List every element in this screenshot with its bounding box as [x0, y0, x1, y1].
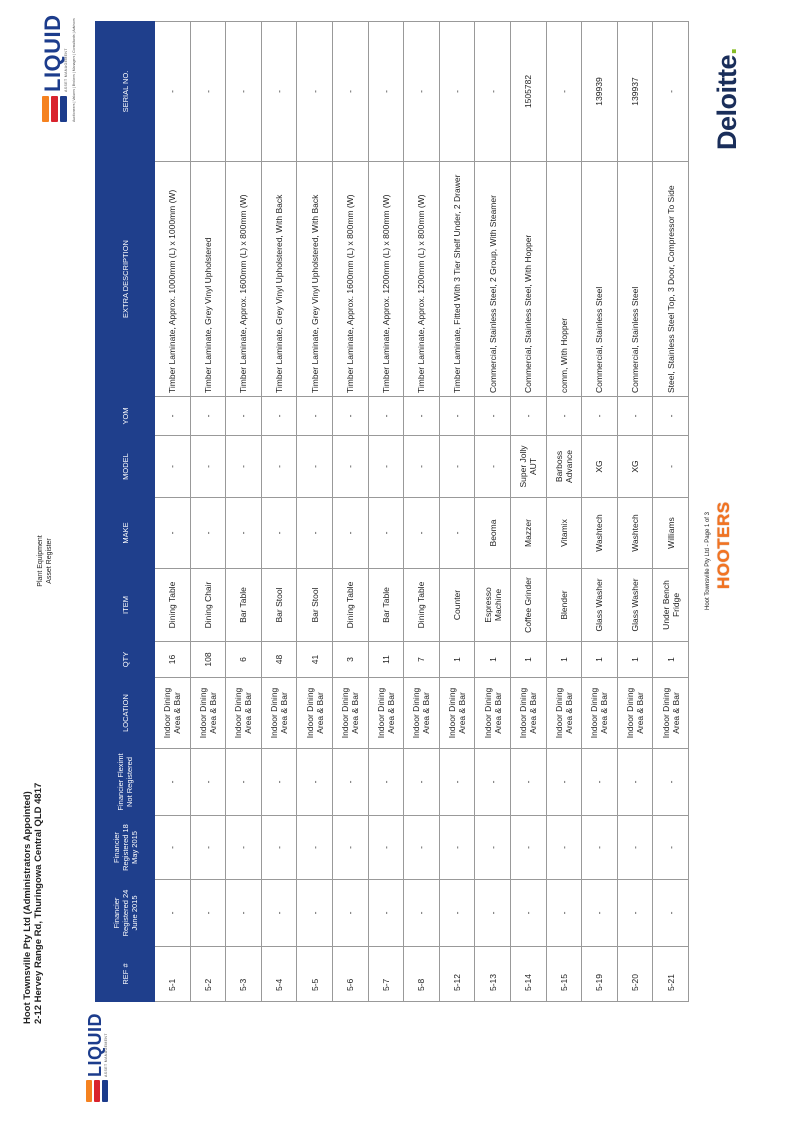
cell-desc: Timber Laminate, Grey Vinyl Upholstered, With Back	[261, 162, 297, 397]
cell-qty: 48	[261, 642, 297, 678]
liquid-logo-top	[40, 14, 76, 122]
cell-model: -	[226, 436, 262, 498]
cell-desc: Commercial, Stainless Steel, With Hopper	[510, 162, 546, 397]
cell-desc: Timber Laminate, Approx. 1600mm (L) x 800mm (W)	[332, 162, 368, 397]
cell-fin-18: -	[475, 816, 511, 880]
cell-item: Bar Stool	[261, 569, 297, 642]
liquid-subtitle: ASSET MANAGEMENT	[104, 1033, 108, 1077]
cell-desc: Timber Laminate, Approx. 1600mm (L) x 800mm (W)	[226, 162, 262, 397]
cell-fin-not: -	[404, 749, 440, 816]
cell-model: -	[261, 436, 297, 498]
liquid-logo-icon	[42, 96, 68, 122]
cell-yom: -	[332, 397, 368, 436]
cell-item: Glass Washer	[617, 569, 653, 642]
cell-fin-24: -	[261, 880, 297, 947]
cell-make: -	[439, 498, 475, 569]
cell-ref: 5-5	[297, 947, 333, 1002]
cell-model: -	[297, 436, 333, 498]
table-row	[297, 22, 333, 1002]
cell-item: Bar Stool	[297, 569, 333, 642]
cell-serial: -	[404, 22, 440, 162]
table-row	[226, 22, 262, 1002]
cell-item: Coffee Grinder	[510, 569, 546, 642]
cell-desc: Timber Laminate, Approx. 1000mm (L) x 1000mm (W)	[155, 162, 191, 397]
cell-desc: comm, With Hopper	[546, 162, 582, 397]
cell-item: Dining Table	[155, 569, 191, 642]
cell-make: Williams	[653, 498, 689, 569]
cell-fin-18: -	[332, 816, 368, 880]
table-row	[546, 22, 582, 1002]
table-row	[332, 22, 368, 1002]
cell-fin-not: -	[226, 749, 262, 816]
deloitte-wordmark: Deloitte	[712, 54, 742, 150]
cell-desc: Timber Laminate, Grey Vinyl Upholstered, With Back	[297, 162, 333, 397]
cell-fin-24: -	[368, 880, 404, 947]
cell-make: -	[368, 498, 404, 569]
deloitte-logo	[712, 48, 743, 150]
cell-model: -	[653, 436, 689, 498]
cell-ref: 5-4	[261, 947, 297, 1002]
cell-serial: -	[653, 22, 689, 162]
cell-yom: -	[617, 397, 653, 436]
cell-ref: 5-14	[510, 947, 546, 1002]
cell-make: Mazzer	[510, 498, 546, 569]
cell-location: Indoor Dining Area & Bar	[510, 678, 546, 749]
header-financier-not-registered: Financier Fleximt Not Registered	[96, 749, 155, 816]
cell-qty: 3	[332, 642, 368, 678]
liquid-subtitle: ASSET MANAGEMENT	[64, 48, 68, 92]
cell-qty: 7	[404, 642, 440, 678]
cell-fin-18: -	[653, 816, 689, 880]
cell-desc: Timber Laminate, Approx. 1200mm (L) x 800mm (W)	[404, 162, 440, 397]
cell-location: Indoor Dining Area & Bar	[653, 678, 689, 749]
cell-fin-not: -	[261, 749, 297, 816]
header-model: MODEL	[96, 436, 155, 498]
cell-make: -	[297, 498, 333, 569]
cell-fin-18: -	[617, 816, 653, 880]
cell-item: Dining Table	[332, 569, 368, 642]
header-item: ITEM	[96, 569, 155, 642]
table-row	[368, 22, 404, 1002]
cell-ref: 5-19	[582, 947, 618, 1002]
cell-ref: 5-15	[546, 947, 582, 1002]
cell-location: Indoor Dining Area & Bar	[617, 678, 653, 749]
cell-fin-24: -	[510, 880, 546, 947]
cell-fin-not: -	[510, 749, 546, 816]
cell-model: Barboss Advance	[546, 436, 582, 498]
cell-serial: -	[190, 22, 226, 162]
liquid-logo-icon	[86, 1080, 108, 1102]
table-row	[190, 22, 226, 1002]
cell-make: Vitamix	[546, 498, 582, 569]
cell-yom: -	[297, 397, 333, 436]
cell-model: -	[155, 436, 191, 498]
cell-fin-18: -	[510, 816, 546, 880]
cell-ref: 5-21	[653, 947, 689, 1002]
cell-fin-24: -	[332, 880, 368, 947]
cell-qty: 1	[546, 642, 582, 678]
liquid-wordmark: LIQUID	[40, 14, 65, 92]
cell-fin-not: -	[368, 749, 404, 816]
cell-location: Indoor Dining Area & Bar	[475, 678, 511, 749]
cell-qty: 1	[653, 642, 689, 678]
cell-model: -	[190, 436, 226, 498]
hooters-logo	[714, 501, 734, 589]
cell-fin-24: -	[582, 880, 618, 947]
cell-ref: 5-20	[617, 947, 653, 1002]
cell-fin-not: -	[155, 749, 191, 816]
cell-model: XG	[582, 436, 618, 498]
cell-make: Washtech	[582, 498, 618, 569]
header-location: LOCATION	[96, 678, 155, 749]
cell-qty: 1	[582, 642, 618, 678]
cell-serial: -	[475, 22, 511, 162]
cell-location: Indoor Dining Area & Bar	[582, 678, 618, 749]
header-yom: YOM	[96, 397, 155, 436]
cell-item: Dining Table	[404, 569, 440, 642]
cell-fin-24: -	[190, 880, 226, 947]
cell-location: Indoor Dining Area & Bar	[546, 678, 582, 749]
cell-model: -	[332, 436, 368, 498]
table-row	[510, 22, 546, 1002]
cell-fin-18: -	[404, 816, 440, 880]
cell-item: Counter	[439, 569, 475, 642]
asset-register-table	[95, 21, 689, 1002]
cell-fin-24: -	[226, 880, 262, 947]
cell-fin-24: -	[404, 880, 440, 947]
page-footer: Hoot Townsville Pty Ltd - Page 1 of 3	[705, 512, 711, 610]
cell-qty: 1	[475, 642, 511, 678]
cell-location: Indoor Dining Area & Bar	[155, 678, 191, 749]
cell-qty: 41	[297, 642, 333, 678]
cell-fin-18: -	[582, 816, 618, 880]
cell-item: Dining Chair	[190, 569, 226, 642]
header-make: MAKE	[96, 498, 155, 569]
cell-yom: -	[155, 397, 191, 436]
cell-ref: 5-2	[190, 947, 226, 1002]
liquid-tagline: Auctioneers | Valuers | Brokers | Managers | Consultants | Advisors	[72, 18, 76, 122]
cell-fin-not: -	[582, 749, 618, 816]
liquid-logo-bottom	[86, 1013, 108, 1102]
cell-yom: -	[546, 397, 582, 436]
cell-fin-18: -	[439, 816, 475, 880]
table-row	[404, 22, 440, 1002]
cell-fin-24: -	[439, 880, 475, 947]
cell-qty: 1	[617, 642, 653, 678]
cell-make: -	[155, 498, 191, 569]
report-title: Plant Equipment	[37, 535, 44, 587]
cell-model: Super Jolly AUT	[510, 436, 546, 498]
cell-model: -	[439, 436, 475, 498]
cell-fin-18: -	[261, 816, 297, 880]
cell-fin-not: -	[297, 749, 333, 816]
cell-qty: 6	[226, 642, 262, 678]
cell-yom: -	[653, 397, 689, 436]
cell-model: XG	[617, 436, 653, 498]
cell-fin-18: -	[190, 816, 226, 880]
cell-serial: -	[439, 22, 475, 162]
cell-fin-18: -	[368, 816, 404, 880]
cell-model: -	[475, 436, 511, 498]
table-row	[653, 22, 689, 1002]
table-row	[475, 22, 511, 1002]
table-row	[582, 22, 618, 1002]
table-row	[155, 22, 191, 1002]
cell-fin-not: -	[332, 749, 368, 816]
table-row	[261, 22, 297, 1002]
cell-ref: 5-12	[439, 947, 475, 1002]
cell-fin-24: -	[155, 880, 191, 947]
cell-desc: Commercial, Stainless Steel	[582, 162, 618, 397]
cell-fin-24: -	[546, 880, 582, 947]
cell-make: -	[261, 498, 297, 569]
cell-serial: -	[155, 22, 191, 162]
cell-fin-not: -	[475, 749, 511, 816]
cell-desc: Timber Laminate, Fitted With 3 Tier Shelf Under, 2 Drawer	[439, 162, 475, 397]
cell-yom: -	[190, 397, 226, 436]
cell-yom: -	[582, 397, 618, 436]
cell-qty: 16	[155, 642, 191, 678]
cell-qty: 108	[190, 642, 226, 678]
cell-make: -	[226, 498, 262, 569]
cell-yom: -	[510, 397, 546, 436]
cell-ref: 5-7	[368, 947, 404, 1002]
cell-fin-24: -	[653, 880, 689, 947]
cell-item: Glass Washer	[582, 569, 618, 642]
cell-ref: 5-6	[332, 947, 368, 1002]
company-name: Hoot Townsville Pty Ltd (Administrators Appointed)	[22, 791, 33, 1024]
header-ref: REF #	[96, 947, 155, 1002]
cell-fin-not: -	[653, 749, 689, 816]
cell-fin-18: -	[155, 816, 191, 880]
cell-ref: 5-1	[155, 947, 191, 1002]
cell-make: Beoma	[475, 498, 511, 569]
cell-serial: -	[332, 22, 368, 162]
report-subtitle: Asset Register	[46, 538, 53, 584]
cell-fin-18: -	[226, 816, 262, 880]
header-financier-24-june: Financier Registered 24 June 2015	[96, 880, 155, 947]
cell-desc: Timber Laminate, Grey Vinyl Upholstered	[190, 162, 226, 397]
cell-fin-18: -	[297, 816, 333, 880]
cell-item: Under Bench Fridge	[653, 569, 689, 642]
cell-desc: Timber Laminate, Approx. 1200mm (L) x 800mm (W)	[368, 162, 404, 397]
cell-serial: 139937	[617, 22, 653, 162]
header-extra-description: EXTRA DESCRIPTION	[96, 162, 155, 397]
cell-fin-not: -	[617, 749, 653, 816]
report-title-block	[36, 0, 54, 1122]
cell-item: Blender	[546, 569, 582, 642]
cell-serial: -	[226, 22, 262, 162]
cell-model: -	[368, 436, 404, 498]
cell-location: Indoor Dining Area & Bar	[261, 678, 297, 749]
cell-yom: -	[261, 397, 297, 436]
cell-location: Indoor Dining Area & Bar	[226, 678, 262, 749]
cell-fin-24: -	[297, 880, 333, 947]
cell-fin-not: -	[190, 749, 226, 816]
table-row	[617, 22, 653, 1002]
cell-location: Indoor Dining Area & Bar	[368, 678, 404, 749]
cell-desc: Commercial, Stainless Steel, 2 Group, With Steamer	[475, 162, 511, 397]
cell-fin-not: -	[439, 749, 475, 816]
cell-ref: 5-13	[475, 947, 511, 1002]
header-qty: QTY	[96, 642, 155, 678]
cell-yom: -	[226, 397, 262, 436]
deloitte-dot: .	[712, 47, 742, 55]
cell-yom: -	[368, 397, 404, 436]
cell-location: Indoor Dining Area & Bar	[190, 678, 226, 749]
cell-serial: -	[368, 22, 404, 162]
cell-make: Washtech	[617, 498, 653, 569]
cell-qty: 11	[368, 642, 404, 678]
cell-serial: -	[297, 22, 333, 162]
cell-fin-18: -	[546, 816, 582, 880]
cell-location: Indoor Dining Area & Bar	[332, 678, 368, 749]
cell-location: Indoor Dining Area & Bar	[404, 678, 440, 749]
cell-yom: -	[404, 397, 440, 436]
cell-fin-24: -	[475, 880, 511, 947]
cell-serial: 139939	[582, 22, 618, 162]
cell-ref: 5-3	[226, 947, 262, 1002]
cell-location: Indoor Dining Area & Bar	[297, 678, 333, 749]
cell-yom: -	[475, 397, 511, 436]
liquid-wordmark: LIQUID	[85, 1013, 105, 1077]
cell-fin-24: -	[617, 880, 653, 947]
company-address: 2-12 Hervey Range Rd, Thuringowa Central QLD 4817	[33, 782, 44, 1024]
cell-make: -	[404, 498, 440, 569]
header-serial-no: SERIAL NO.	[96, 22, 155, 162]
cell-fin-not: -	[546, 749, 582, 816]
cell-location: Indoor Dining Area & Bar	[439, 678, 475, 749]
hooters-wordmark: HOOTERS	[714, 501, 733, 589]
cell-desc: Steel, Stainless Steel Top, 3 Door, Compressor To Side	[653, 162, 689, 397]
cell-desc: Commercial, Stainless Steel	[617, 162, 653, 397]
cell-item: Espresso Machine	[475, 569, 511, 642]
header-financier-18-may: Financier Registered 18 May 2015	[96, 816, 155, 880]
cell-serial: 1505782	[510, 22, 546, 162]
cell-qty: 1	[510, 642, 546, 678]
cell-qty: 1	[439, 642, 475, 678]
table-header-row	[96, 22, 155, 1002]
cell-make: -	[332, 498, 368, 569]
cell-item: Bar Table	[368, 569, 404, 642]
cell-yom: -	[439, 397, 475, 436]
cell-serial: -	[261, 22, 297, 162]
table-row	[439, 22, 475, 1002]
cell-model: -	[404, 436, 440, 498]
cell-item: Bar Table	[226, 569, 262, 642]
cell-serial: -	[546, 22, 582, 162]
cell-make: -	[190, 498, 226, 569]
cell-ref: 5-8	[404, 947, 440, 1002]
